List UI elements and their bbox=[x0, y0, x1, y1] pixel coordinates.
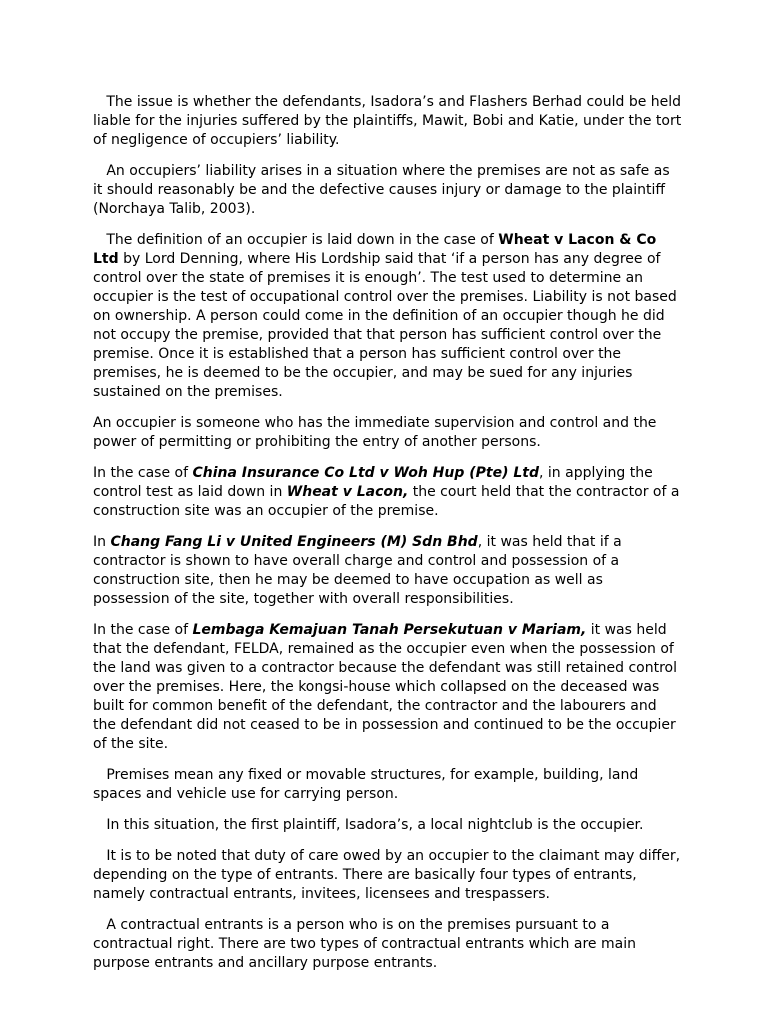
text-run: An occupier is someone who has the immediate supervision and control and the power of permitting or prohibiting the entry of another persons. bbox=[93, 415, 657, 450]
text-run: A contractual entrants is a person who is on the premises pursuant to a contractual right. There are two types of contractual entrants which are main purpose entrants and ancillary purpose entrants. bbox=[93, 917, 636, 971]
paragraph-occupier-supervision bbox=[93, 414, 683, 452]
paragraph-chang-fang-li bbox=[93, 533, 683, 609]
paragraph-occupiers-liability bbox=[93, 162, 683, 219]
paragraph-occupier-definition bbox=[93, 231, 683, 402]
text-run: In bbox=[93, 534, 111, 550]
text-run: it was held that the defendant, FELDA, remained as the occupier even when the possession of the land was given to a contractor because the defendant was still retained control over the premises. Here, the kongsi-house which collapsed on the deceased was built for common benefit of the defendant, the contractor and the labourers and the defendant did not ceased to be in possession and continued to be the occupier of the site. bbox=[93, 622, 678, 752]
text-run: the court held that the contractor of a construction site was an occupier of the premise. bbox=[93, 484, 680, 519]
paragraph-first-plaintiff bbox=[93, 816, 683, 835]
text-run: Premises mean any fixed or movable structures, for example, building, land spaces and vehicle use for carrying person. bbox=[93, 767, 639, 802]
paragraph-china-insurance bbox=[93, 464, 683, 521]
document-page bbox=[93, 93, 683, 985]
case-citation: China Insurance Co Ltd v Woh Hup (Pte) Ltd bbox=[192, 465, 540, 481]
text-run: In the case of bbox=[93, 622, 193, 638]
case-citation: Lembaga Kemajuan Tanah Persekutuan v Mariam, bbox=[192, 622, 587, 638]
text-run: by Lord Denning, where His Lordship said that ‘if a person has any degree of control over the state of premises it is enough’. The test used to determine an occupier is the test of occupational control over the premises. Liability is not based on ownership. A person could come in the definition of an occupier though he did not occupy the premise, provided that that person has sufficient control over the premise. Once it is established that a person has sufficient control over the premises, he is deemed to be the occupier, and may be sued for any injuries sustained on the premises. bbox=[93, 251, 677, 400]
text-run: The definition of an occupier is laid down in the case of bbox=[106, 232, 499, 248]
paragraph-premises-definition bbox=[93, 766, 683, 804]
paragraph-issue bbox=[93, 93, 683, 150]
text-run: An occupiers’ liability arises in a situation where the premises are not as safe as it should reasonably be and the defective causes injury or damage to the plaintiff (Norchaya Talib, 2003). bbox=[93, 163, 670, 217]
text-run: , it was held that if a contractor is shown to have overall charge and control and possession of a construction site, then he may be deemed to have occupation as well as possession of the site, together with overall responsibilities. bbox=[93, 534, 622, 607]
text-run: , in applying the control test as laid down in bbox=[93, 465, 653, 500]
text-run: It is to be noted that duty of care owed by an occupier to the claimant may differ, depending on the type of entrants. There are basically four types of entrants, namely contractual entrants, invitees, licensees and trespassers. bbox=[93, 848, 681, 902]
case-citation: Wheat v Lacon & Co Ltd bbox=[93, 232, 657, 267]
paragraph-lembaga-kemajuan bbox=[93, 621, 683, 754]
text-run: In the case of bbox=[93, 465, 193, 481]
text-run: The issue is whether the defendants, Isadora’s and Flashers Berhad could be held liable for the injuries suffered by the plaintiffs, Mawit, Bobi and Katie, under the tort of negligence of occupiers’ liability. bbox=[93, 94, 682, 148]
case-citation: Wheat v Lacon, bbox=[286, 484, 409, 500]
case-citation: Chang Fang Li v United Engineers (M) Sdn Bhd bbox=[110, 534, 478, 550]
text-run: In this situation, the first plaintiff, Isadora’s, a local nightclub is the occupier. bbox=[106, 817, 644, 833]
paragraph-duty-of-care bbox=[93, 847, 683, 904]
paragraph-contractual-entrants bbox=[93, 916, 683, 973]
